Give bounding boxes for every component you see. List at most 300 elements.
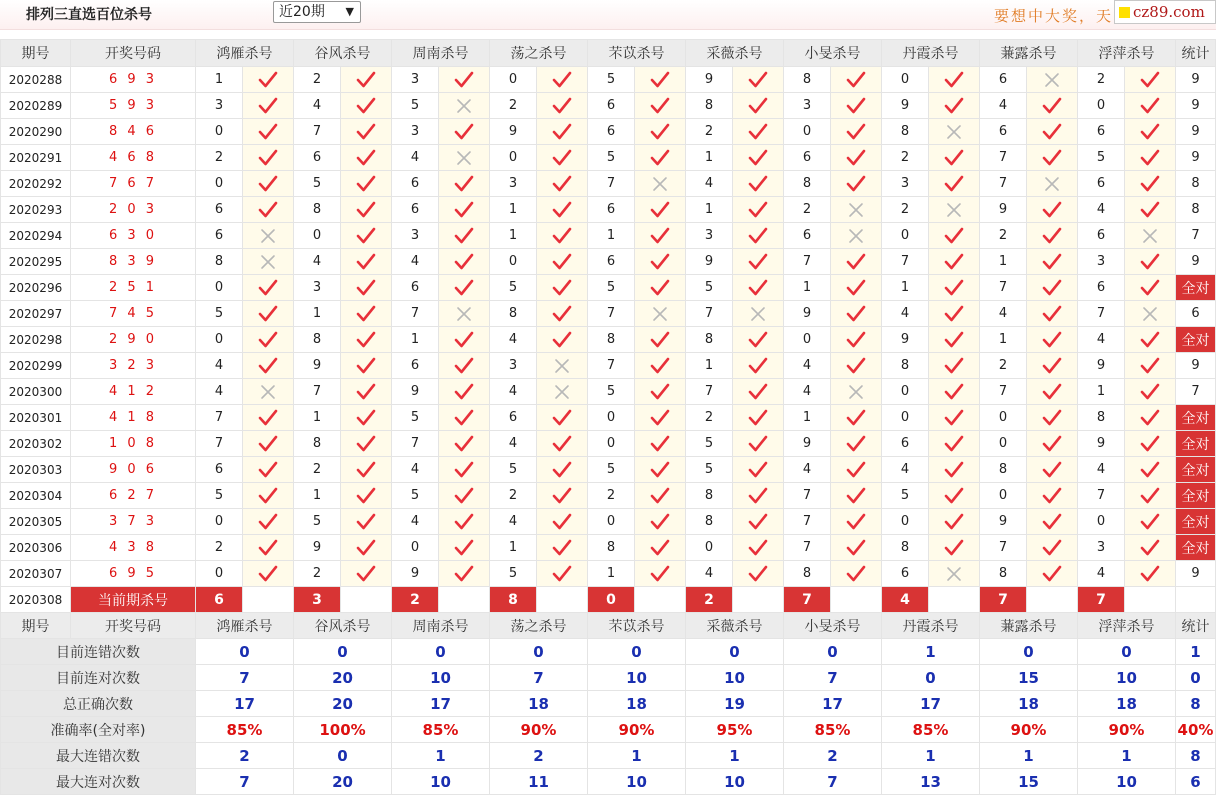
col-header-stat: 统计 (1176, 40, 1216, 67)
stat-cell: 8 (1176, 197, 1216, 223)
kill-value-cell: 1 (1078, 379, 1125, 405)
kill-value-cell: 8 (686, 509, 733, 535)
kill-value-cell: 0 (980, 431, 1027, 457)
summary-value: 10 (392, 665, 490, 691)
check-icon (1027, 431, 1078, 457)
col-header-expert: 浮萍杀号 (1078, 40, 1176, 67)
cross-icon (243, 379, 294, 405)
check-icon (733, 509, 784, 535)
table-row (1, 145, 1216, 171)
stat-full-badge: 全对 (1176, 405, 1216, 431)
kill-value-cell: 1 (294, 301, 341, 327)
stat-full-badge: 全对 (1176, 483, 1216, 509)
check-icon (635, 275, 686, 301)
kill-value-cell: 0 (196, 119, 243, 145)
kill-value-cell: 3 (490, 353, 537, 379)
summary-value: 85% (392, 717, 490, 743)
check-icon (929, 301, 980, 327)
check-icon (929, 327, 980, 353)
check-icon (1027, 327, 1078, 353)
current-kill-blank (733, 587, 784, 613)
col-header-expert: 蒹露杀号 (980, 613, 1078, 639)
kill-value-cell: 0 (196, 275, 243, 301)
kill-value-cell: 1 (588, 223, 635, 249)
check-icon (733, 353, 784, 379)
kill-value-cell: 5 (196, 301, 243, 327)
check-icon (1125, 405, 1176, 431)
kill-value-cell: 6 (1078, 119, 1125, 145)
summary-value: 18 (980, 691, 1078, 717)
check-icon (831, 353, 882, 379)
period-select-value: 近20期 (279, 4, 325, 20)
check-icon (831, 301, 882, 327)
kill-value-cell: 2 (588, 483, 635, 509)
summary-value: 100% (294, 717, 392, 743)
kill-value-cell: 5 (588, 379, 635, 405)
summary-value: 0 (294, 639, 392, 665)
kill-value-cell: 9 (686, 67, 733, 93)
check-icon (733, 431, 784, 457)
kill-value-cell: 7 (588, 171, 635, 197)
current-issue-cell: 2020308 (1, 587, 71, 613)
check-icon (831, 457, 882, 483)
issue-cell: 2020302 (1, 431, 71, 457)
summary-value: 1 (980, 743, 1078, 769)
kill-value-cell: 3 (882, 171, 929, 197)
kill-value-cell: 4 (784, 353, 831, 379)
kill-value-cell: 3 (1078, 249, 1125, 275)
kill-value-cell: 8 (588, 535, 635, 561)
kill-value-cell: 7 (392, 301, 439, 327)
check-icon (733, 561, 784, 587)
check-icon (831, 509, 882, 535)
summary-value: 0 (588, 639, 686, 665)
summary-value: 1 (1078, 743, 1176, 769)
kill-value-cell: 3 (392, 67, 439, 93)
check-icon (733, 145, 784, 171)
cross-icon (831, 197, 882, 223)
check-icon (831, 145, 882, 171)
kill-value-cell: 1 (490, 223, 537, 249)
check-icon (929, 93, 980, 119)
kill-value-cell: 9 (392, 379, 439, 405)
check-icon (733, 535, 784, 561)
check-icon (341, 457, 392, 483)
stat-cell: 7 (1176, 223, 1216, 249)
stat-cell: 9 (1176, 67, 1216, 93)
draw-number-cell: 7 6 7 (71, 171, 196, 197)
summary-value: 18 (490, 691, 588, 717)
check-icon (929, 535, 980, 561)
draw-number-cell: 2 9 0 (71, 327, 196, 353)
kill-value-cell: 1 (294, 405, 341, 431)
kill-value-cell: 1 (784, 405, 831, 431)
check-icon (537, 119, 588, 145)
check-icon (635, 67, 686, 93)
summary-value: 20 (294, 691, 392, 717)
summary-value: 7 (784, 665, 882, 691)
kill-value-cell: 8 (294, 431, 341, 457)
check-icon (439, 535, 490, 561)
col-header-expert: 周南杀号 (392, 613, 490, 639)
check-icon (831, 119, 882, 145)
kill-value-cell: 6 (784, 223, 831, 249)
summary-value: 1 (686, 743, 784, 769)
table-row (1, 457, 1216, 483)
check-icon (537, 223, 588, 249)
kill-value-cell: 4 (196, 379, 243, 405)
kill-value-cell: 6 (882, 561, 929, 587)
col-header-expert: 蒹露杀号 (980, 40, 1078, 67)
check-icon (929, 509, 980, 535)
summary-value: 19 (686, 691, 784, 717)
current-kill-value: 0 (588, 587, 635, 613)
check-icon (1027, 535, 1078, 561)
draw-number-cell: 4 1 8 (71, 405, 196, 431)
check-icon (1125, 379, 1176, 405)
kill-value-cell: 4 (392, 509, 439, 535)
kill-value-cell: 7 (980, 145, 1027, 171)
kill-number-table (0, 39, 1216, 795)
check-icon (1125, 145, 1176, 171)
stat-full-badge: 全对 (1176, 535, 1216, 561)
issue-cell: 2020299 (1, 353, 71, 379)
kill-value-cell: 5 (294, 509, 341, 535)
kill-value-cell: 6 (588, 249, 635, 275)
check-icon (439, 483, 490, 509)
check-icon (831, 405, 882, 431)
issue-cell: 2020303 (1, 457, 71, 483)
col-header-expert: 鸿雁杀号 (196, 40, 294, 67)
col-header-draw: 开奖号码 (71, 613, 196, 639)
kill-value-cell: 6 (882, 431, 929, 457)
summary-label: 总正确次数 (1, 691, 196, 717)
check-icon (831, 93, 882, 119)
col-header-expert: 采薇杀号 (686, 40, 784, 67)
col-header-expert: 鸿雁杀号 (196, 613, 294, 639)
summary-value: 20 (294, 769, 392, 795)
kill-value-cell: 2 (490, 93, 537, 119)
draw-number-cell: 4 1 2 (71, 379, 196, 405)
draw-number-cell: 3 7 3 (71, 509, 196, 535)
summary-value: 85% (196, 717, 294, 743)
kill-value-cell: 0 (196, 561, 243, 587)
kill-value-cell: 4 (1078, 561, 1125, 587)
check-icon (243, 197, 294, 223)
table-row (1, 535, 1216, 561)
summary-value: 17 (784, 691, 882, 717)
summary-value: 90% (490, 717, 588, 743)
kill-value-cell: 4 (392, 145, 439, 171)
check-icon (243, 301, 294, 327)
kill-value-cell: 7 (196, 405, 243, 431)
check-icon (733, 119, 784, 145)
issue-cell: 2020290 (1, 119, 71, 145)
check-icon (635, 119, 686, 145)
kill-value-cell: 1 (588, 561, 635, 587)
kill-value-cell: 0 (490, 249, 537, 275)
check-icon (929, 431, 980, 457)
kill-value-cell: 4 (784, 379, 831, 405)
kill-value-cell: 6 (1078, 223, 1125, 249)
kill-value-cell: 3 (490, 171, 537, 197)
check-icon (1125, 561, 1176, 587)
summary-value: 90% (980, 717, 1078, 743)
kill-value-cell: 1 (686, 353, 733, 379)
kill-value-cell: 2 (294, 67, 341, 93)
summary-value: 0 (686, 639, 784, 665)
check-icon (1027, 353, 1078, 379)
kill-value-cell: 7 (980, 535, 1027, 561)
check-icon (341, 301, 392, 327)
check-icon (243, 327, 294, 353)
cross-icon (929, 197, 980, 223)
check-icon (537, 431, 588, 457)
kill-value-cell: 5 (490, 457, 537, 483)
col-header-expert: 芣苡杀号 (588, 40, 686, 67)
table-row (1, 561, 1216, 587)
kill-value-cell: 0 (294, 223, 341, 249)
check-icon (831, 249, 882, 275)
draw-number-cell: 2 0 3 (71, 197, 196, 223)
issue-cell: 2020292 (1, 171, 71, 197)
check-icon (537, 171, 588, 197)
table-row (1, 93, 1216, 119)
kill-value-cell: 0 (686, 535, 733, 561)
current-kill-blank (1027, 587, 1078, 613)
check-icon (831, 67, 882, 93)
stat-cell: 7 (1176, 379, 1216, 405)
kill-value-cell: 4 (882, 457, 929, 483)
kill-value-cell: 8 (588, 327, 635, 353)
kill-value-cell: 0 (784, 327, 831, 353)
kill-value-cell: 4 (882, 301, 929, 327)
kill-value-cell: 7 (980, 275, 1027, 301)
summary-value: 2 (490, 743, 588, 769)
kill-value-cell: 7 (588, 353, 635, 379)
kill-value-cell: 7 (686, 301, 733, 327)
kill-value-cell: 6 (980, 67, 1027, 93)
check-icon (341, 509, 392, 535)
check-icon (537, 275, 588, 301)
kill-value-cell: 4 (392, 249, 439, 275)
summary-value: 0 (490, 639, 588, 665)
kill-value-cell: 7 (294, 379, 341, 405)
check-icon (635, 223, 686, 249)
check-icon (831, 561, 882, 587)
kill-value-cell: 9 (882, 93, 929, 119)
kill-value-cell: 3 (1078, 535, 1125, 561)
check-icon (929, 249, 980, 275)
check-icon (929, 67, 980, 93)
check-icon (341, 223, 392, 249)
stat-cell: 6 (1176, 301, 1216, 327)
check-icon (341, 353, 392, 379)
check-icon (733, 275, 784, 301)
stat-cell: 9 (1176, 561, 1216, 587)
check-icon (831, 431, 882, 457)
kill-value-cell: 6 (588, 119, 635, 145)
check-icon (1027, 93, 1078, 119)
kill-value-cell: 4 (490, 379, 537, 405)
table-row (1, 223, 1216, 249)
kill-value-cell: 6 (392, 171, 439, 197)
kill-value-cell: 4 (784, 457, 831, 483)
cross-icon (243, 249, 294, 275)
kill-value-cell: 1 (490, 535, 537, 561)
logo-text: cz89.com (1133, 3, 1205, 21)
summary-value: 17 (196, 691, 294, 717)
kill-value-cell: 2 (686, 405, 733, 431)
check-icon (733, 457, 784, 483)
kill-value-cell: 1 (980, 327, 1027, 353)
check-icon (537, 483, 588, 509)
check-icon (341, 145, 392, 171)
check-icon (439, 327, 490, 353)
kill-value-cell: 9 (980, 197, 1027, 223)
current-issue-row (1, 587, 1216, 613)
summary-value: 0 (784, 639, 882, 665)
stat-cell: 9 (1176, 93, 1216, 119)
summary-value: 10 (588, 769, 686, 795)
check-icon (1125, 197, 1176, 223)
check-icon (1027, 119, 1078, 145)
summary-value: 10 (1078, 665, 1176, 691)
check-icon (243, 145, 294, 171)
summary-row (1, 769, 1216, 795)
kill-value-cell: 6 (196, 197, 243, 223)
kill-value-cell: 7 (980, 171, 1027, 197)
check-icon (1027, 509, 1078, 535)
check-icon (1125, 249, 1176, 275)
logo-square-icon (1119, 7, 1130, 18)
check-icon (733, 249, 784, 275)
kill-value-cell: 9 (882, 327, 929, 353)
check-icon (635, 457, 686, 483)
col-header-expert: 采薇杀号 (686, 613, 784, 639)
kill-value-cell: 0 (784, 119, 831, 145)
check-icon (1125, 483, 1176, 509)
check-icon (341, 275, 392, 301)
cross-icon (537, 379, 588, 405)
table-row (1, 249, 1216, 275)
cross-icon (929, 561, 980, 587)
check-icon (1125, 353, 1176, 379)
kill-value-cell: 8 (686, 93, 733, 119)
check-icon (635, 197, 686, 223)
check-icon (929, 171, 980, 197)
header-row (1, 40, 1216, 67)
kill-value-cell: 0 (490, 145, 537, 171)
col-header-expert: 周南杀号 (392, 40, 490, 67)
summary-stat: 6 (1176, 769, 1216, 795)
summary-stat: 8 (1176, 691, 1216, 717)
kill-value-cell: 5 (588, 145, 635, 171)
check-icon (1027, 275, 1078, 301)
current-kill-value: 4 (882, 587, 929, 613)
check-icon (1125, 327, 1176, 353)
kill-value-cell: 2 (980, 223, 1027, 249)
period-select[interactable] (273, 1, 361, 23)
stat-cell: 9 (1176, 119, 1216, 145)
check-icon (733, 483, 784, 509)
table-row (1, 275, 1216, 301)
summary-label: 目前连错次数 (1, 639, 196, 665)
kill-value-cell: 4 (980, 93, 1027, 119)
site-logo[interactable] (1114, 0, 1216, 24)
kill-value-cell: 6 (294, 145, 341, 171)
kill-value-cell: 1 (784, 275, 831, 301)
summary-value: 1 (588, 743, 686, 769)
col-header-expert: 小旻杀号 (784, 40, 882, 67)
kill-value-cell: 4 (1078, 327, 1125, 353)
check-icon (243, 353, 294, 379)
summary-value: 0 (196, 639, 294, 665)
col-header-expert: 丹霞杀号 (882, 40, 980, 67)
check-icon (439, 405, 490, 431)
check-icon (635, 405, 686, 431)
check-icon (439, 223, 490, 249)
kill-value-cell: 3 (784, 93, 831, 119)
check-icon (1125, 535, 1176, 561)
check-icon (1125, 431, 1176, 457)
check-icon (537, 67, 588, 93)
check-icon (733, 197, 784, 223)
current-kill-blank (1125, 587, 1176, 613)
kill-value-cell: 4 (294, 93, 341, 119)
table-row (1, 171, 1216, 197)
summary-value: 7 (784, 769, 882, 795)
cross-icon (243, 223, 294, 249)
check-icon (831, 275, 882, 301)
current-stat-blank (1176, 587, 1216, 613)
kill-value-cell: 7 (1078, 483, 1125, 509)
kill-value-cell: 4 (196, 353, 243, 379)
summary-value: 0 (294, 743, 392, 769)
summary-value: 0 (980, 639, 1078, 665)
stat-cell: 9 (1176, 145, 1216, 171)
kill-value-cell: 7 (588, 301, 635, 327)
summary-value: 1 (882, 743, 980, 769)
kill-value-cell: 8 (882, 353, 929, 379)
kill-value-cell: 6 (1078, 171, 1125, 197)
current-kill-blank (635, 587, 686, 613)
check-icon (635, 145, 686, 171)
table-row (1, 67, 1216, 93)
summary-value: 0 (1078, 639, 1176, 665)
kill-value-cell: 5 (392, 93, 439, 119)
cross-icon (439, 93, 490, 119)
kill-value-cell: 0 (980, 483, 1027, 509)
kill-value-cell: 1 (490, 197, 537, 223)
check-icon (439, 353, 490, 379)
kill-value-cell: 1 (980, 249, 1027, 275)
kill-value-cell: 1 (686, 197, 733, 223)
kill-value-cell: 6 (588, 197, 635, 223)
summary-value: 10 (588, 665, 686, 691)
kill-value-cell: 9 (490, 119, 537, 145)
current-kill-blank (341, 587, 392, 613)
summary-value: 11 (490, 769, 588, 795)
kill-value-cell: 7 (784, 535, 831, 561)
kill-value-cell: 9 (392, 561, 439, 587)
check-icon (341, 93, 392, 119)
kill-value-cell: 0 (588, 405, 635, 431)
kill-value-cell: 0 (882, 509, 929, 535)
kill-value-cell: 8 (490, 301, 537, 327)
kill-value-cell: 9 (784, 301, 831, 327)
check-icon (341, 379, 392, 405)
